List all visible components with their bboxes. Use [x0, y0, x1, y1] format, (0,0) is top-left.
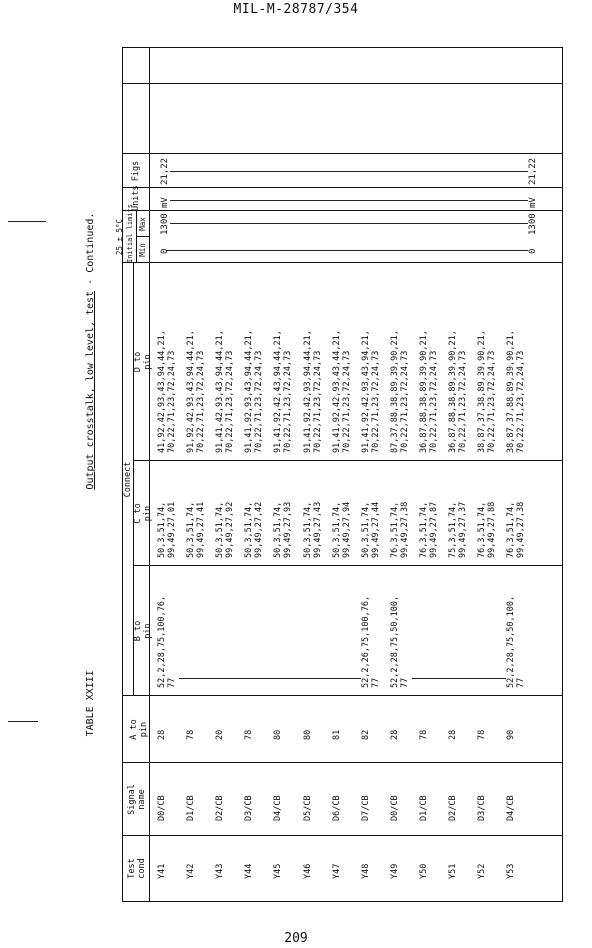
cell-a-pin: 81 — [331, 729, 342, 740]
col-sep — [123, 83, 562, 84]
cell-a-pin: 28 — [389, 729, 400, 740]
col-sep — [123, 695, 562, 696]
cell-d-pins: 36,87,88,38,89,39,90,21, 70,22,71,23,72,24,73 — [448, 330, 468, 453]
header-signal-name — [127, 763, 147, 836]
max-continuation-line — [170, 223, 528, 224]
cell-c-pins: 76,3,51,74, 99,49,27,38 — [389, 501, 410, 558]
cell-a-pin: 82 — [360, 729, 371, 740]
min-continuation-line — [166, 250, 528, 251]
cell-a-pin: 80 — [273, 729, 284, 740]
cell-d-pins: 91,41,92,42,93,94,44,21, 70,22,71,23,72,24,73 — [302, 330, 323, 453]
cell-c-pins: 50,3,51,74, 99,49,27,94 — [331, 501, 352, 558]
cell-signal-name: D2/CB — [448, 795, 458, 821]
cell-d-pins: 38,87,37,38,89,39,90,21, 70,22,71,23,72,24,73 — [477, 330, 498, 453]
min-first: 0 — [160, 248, 170, 254]
cell-test-cond: Y49 — [389, 863, 400, 879]
units-last: mV — [528, 197, 538, 208]
table-caption — [85, 47, 96, 902]
cell-a-pin: 78 — [418, 729, 429, 740]
min-last: 0 — [528, 248, 538, 254]
cell-signal-name: D4/CB — [506, 795, 517, 821]
cell-signal-name: D1/CB — [418, 795, 429, 821]
cell-test-cond: Y44 — [244, 863, 255, 879]
cell-test-cond: Y41 — [157, 863, 167, 879]
cell-signal-name: D0/CB — [157, 795, 167, 821]
document-header: MIL-M-28787/354 — [233, 2, 359, 17]
header-max: Max — [138, 217, 147, 231]
header-text: Test — [127, 858, 137, 879]
col-sep — [133, 565, 562, 566]
cell-d-pins: 91,41,92,93,43,94,44,21, 70,22,71,23,72,24,73 — [244, 330, 265, 453]
col-sep — [123, 153, 562, 154]
header-text: cond — [137, 858, 147, 879]
table-title: Output crosstalk, low level, test — [85, 290, 96, 490]
cell-a-pin: 20 — [215, 729, 226, 740]
cell-a-pin: 90 — [506, 729, 517, 740]
b-column-continuation-line — [179, 678, 361, 679]
cell-test-cond: Y53 — [506, 863, 517, 879]
header-text: pin — [143, 623, 153, 639]
cell-test-cond: Y48 — [360, 863, 371, 879]
cell-a-pin: 78 — [186, 729, 197, 740]
cell-test-cond: Y51 — [448, 863, 458, 879]
cell-signal-name: D2/CB — [215, 795, 226, 821]
cell-d-pins: 91,41,92,42,93,43,94,21, 70,22,71,23,72,24,73 — [360, 330, 381, 453]
cell-signal-name: D4/CB — [273, 795, 284, 821]
cell-b-pins: 52,2,28,75,50,100, 77 — [506, 595, 527, 688]
cell-c-pins: 76,3,51,74, 99,49,27,38 — [506, 501, 527, 558]
cell-d-pins: 38,87,37,88,89,39,90,21, 70,22,71,23,72,24,73 — [506, 330, 527, 453]
figs-last: 21,22 — [528, 157, 538, 185]
header-figs: Figs — [131, 160, 141, 182]
max-last: 1300 — [528, 213, 538, 235]
cell-d-pins: 91,92,42,93,43,94,44,21, 70,22,71,23,72,24,73 — [186, 330, 207, 453]
header-connect: Connect — [123, 461, 133, 498]
header-text: pin — [139, 721, 149, 738]
cell-c-pins: 75,3,51,74, 99,49,27,37 — [448, 501, 468, 558]
margin-dash-bottom — [8, 721, 38, 722]
cell-a-pin: 28 — [448, 729, 458, 740]
cell-a-pin: 78 — [477, 729, 488, 740]
header-temperature: 25 ± 5°C — [115, 218, 124, 256]
col-sep — [123, 835, 562, 836]
header-text: B to — [133, 620, 143, 642]
cell-c-pins: 50,3,51,74, 99,49,27,01 — [157, 501, 177, 558]
header-test-cond — [127, 836, 147, 901]
b-column-continuation-line — [412, 678, 506, 679]
cell-a-pin: 28 — [157, 729, 167, 740]
header-d-to — [133, 263, 153, 461]
header-b-to — [133, 566, 153, 696]
cell-test-cond: Y43 — [215, 863, 226, 879]
header-text: name — [137, 789, 147, 810]
cell-b-pins: 52,2,28,75,50,100, 77 — [389, 595, 410, 688]
table-title-suffix: - Continued. — [85, 212, 96, 285]
cell-test-cond: Y42 — [186, 863, 197, 879]
margin-dash-top — [8, 221, 46, 222]
cell-d-pins: 41,92,42,93,43,94,44,21, 70,22,71,23,72,24,73 — [157, 330, 177, 453]
page-number: 209 — [284, 931, 308, 946]
header-initial-limits: Initial limits — [126, 203, 134, 263]
header-text: Signal — [127, 784, 137, 815]
cell-test-cond: Y46 — [302, 863, 313, 879]
header-text: pin — [143, 354, 153, 370]
col-sep — [123, 210, 562, 211]
cell-signal-name: D0/CB — [389, 795, 400, 821]
header-min: Min — [138, 243, 147, 257]
cell-b-pins: 52,2,26,75,100,76, 77 — [360, 595, 381, 688]
figs-first: 21,22 — [160, 157, 170, 185]
header-a-to — [129, 696, 149, 763]
cell-c-pins: 50,3,51,74, 99,49,27,43 — [302, 501, 323, 558]
cell-c-pins: 50,3,51,74, 99,49,27,93 — [273, 501, 294, 558]
col-sep — [133, 460, 562, 461]
cell-d-pins: 87,37,88,38,89,39,90,21, 70,22,71,23,72,24,73 — [389, 330, 410, 453]
header-text: A to — [129, 719, 139, 740]
cell-c-pins: 76,3,51,74, 99,49,27,87 — [418, 501, 439, 558]
header-units: Units — [131, 185, 141, 211]
cell-d-pins: 91,41,42,93,43,94,44,21, 70,22,71,23,72,24,73 — [215, 330, 236, 453]
cell-test-cond: Y50 — [418, 863, 429, 879]
data-table — [115, 47, 563, 902]
cell-d-pins: 91,41,92,42,93,43,44,21, 70,22,71,23,72,24,73 — [331, 330, 352, 453]
cell-signal-name: D1/CB — [186, 795, 197, 821]
cell-signal-name: D3/CB — [244, 795, 255, 821]
cell-test-cond: Y47 — [331, 863, 342, 879]
cell-signal-name: D7/CB — [360, 795, 371, 821]
units-continuation-line — [170, 200, 528, 201]
cell-signal-name: D6/CB — [331, 795, 342, 821]
cell-c-pins: 50,3,51,74, 99,49,27,41 — [186, 501, 207, 558]
header-text: D to — [133, 351, 143, 373]
rotated-table-page — [75, 47, 563, 902]
cell-c-pins: 76,3,51,74, 99,49,27,88 — [477, 501, 498, 558]
figs-continuation-line — [170, 171, 528, 172]
cell-a-pin: 80 — [302, 729, 313, 740]
col-sep — [123, 762, 562, 763]
units-first: mV — [160, 197, 170, 208]
cell-c-pins: 50,3,51,74, 99,49,27,92 — [215, 501, 236, 558]
cell-d-pins: 36,87,88,38,89,39,90,21, 70,22,71,23,72,24,73 — [418, 330, 439, 453]
col-sep — [123, 262, 562, 263]
cell-a-pin: 78 — [244, 729, 255, 740]
col-sep — [123, 187, 562, 188]
table-title-prefix: TABLE XXIII — [85, 670, 96, 737]
header-text: pin — [143, 505, 153, 522]
cell-signal-name: D5/CB — [302, 795, 313, 821]
header-c-to — [133, 461, 153, 566]
cell-d-pins: 91,41,92,42,43,94,44,21, 70,22,71,23,72,24,73 — [273, 330, 294, 453]
cell-signal-name: D3/CB — [477, 795, 488, 821]
header-text: C to — [133, 503, 143, 524]
limits-divider — [136, 211, 137, 263]
cell-c-pins: 50,3,51,74, 99,49,27,44 — [360, 501, 381, 558]
max-first: 1300 — [160, 213, 170, 235]
cell-test-cond: Y45 — [273, 863, 284, 879]
cell-test-cond: Y52 — [477, 863, 488, 879]
cell-b-pins: 52,2,28,75,100,76, 77 — [157, 595, 177, 688]
cell-c-pins: 50,3,51,74, 99,49,27,42 — [244, 501, 265, 558]
